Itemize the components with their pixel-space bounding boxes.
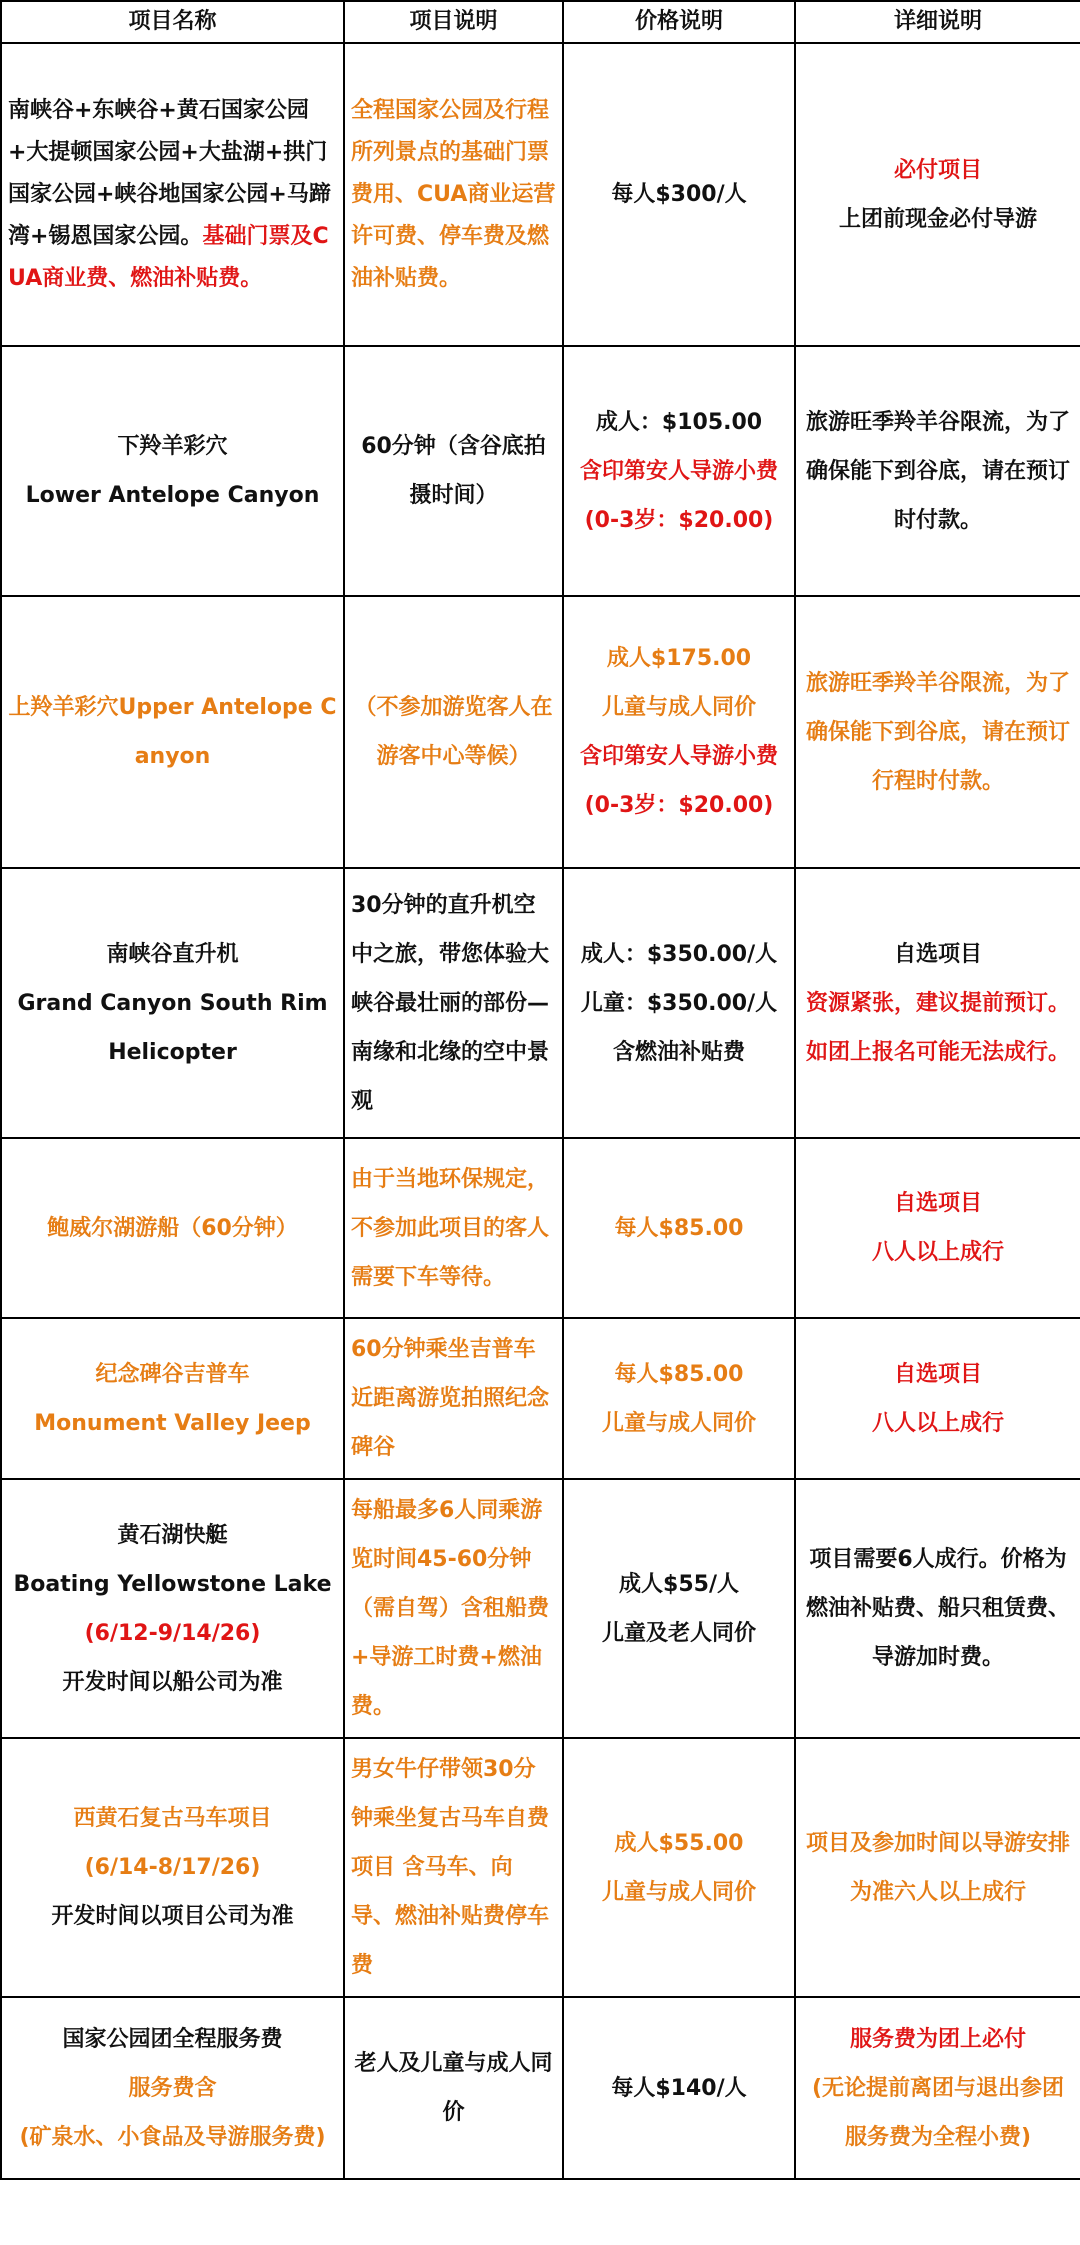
cell-price bbox=[563, 346, 795, 596]
cell-text: 每船最多6人同乘游览时间45-60分钟（需自驾）含租船费+导游工时费+燃油费。 bbox=[351, 1498, 550, 1719]
cell-price bbox=[563, 596, 795, 868]
cell-text: 成人：$105.00 bbox=[595, 409, 763, 435]
cell-text: 下羚羊彩穴 bbox=[117, 434, 228, 459]
header-row bbox=[1, 1, 1080, 43]
cell-text: 自选项目 bbox=[893, 1361, 982, 1387]
cell-text: 含印第安人导游小费 bbox=[579, 458, 778, 484]
cell-item-description bbox=[344, 346, 563, 596]
cell-details bbox=[795, 1997, 1080, 2179]
cell-text: 开发时间以项目公司为准 bbox=[51, 1904, 294, 1929]
cell-text: 老人及儿童与成人同价 bbox=[354, 2051, 553, 2125]
cell-text: 每人$85.00 bbox=[614, 1361, 744, 1387]
cell-text: 上羚羊彩穴Upper Antelope Canyon bbox=[8, 695, 337, 769]
cell-text: 旅游旺季羚羊谷限流，为了确保能下到谷底，请在预订时付款。 bbox=[805, 409, 1070, 533]
header-item-name: 项目名称 bbox=[1, 1, 344, 43]
cell-text: 儿童及老人同价 bbox=[601, 1620, 756, 1646]
cell-details bbox=[795, 1479, 1080, 1738]
cell-text: 项目及参加时间以导游安排为准六人以上成行 bbox=[805, 1830, 1070, 1905]
cell-text: 上团前现金必付导游 bbox=[838, 206, 1037, 232]
cell-text: 儿童与成人同价 bbox=[601, 1410, 756, 1436]
cell-text: 60分钟（含谷底拍摄时间） bbox=[361, 434, 546, 508]
cell-item-description bbox=[344, 1318, 563, 1479]
cell-text: 开发时间以船公司为准 bbox=[62, 1669, 283, 1695]
cell-text: 服务费含 bbox=[128, 2075, 217, 2101]
cell-price bbox=[563, 1738, 795, 1997]
cell-details bbox=[795, 1738, 1080, 1997]
cell-text: 儿童与成人同价 bbox=[601, 695, 756, 720]
cell-item-description bbox=[344, 1138, 563, 1318]
cell-text: 西黄石复古马车项目 bbox=[73, 1806, 272, 1831]
cell-text: 每人$85.00 bbox=[614, 1215, 744, 1241]
cell-text: 黄石湖快艇 bbox=[117, 1522, 228, 1548]
cell-text: Grand Canyon South Rim Helicopter bbox=[17, 990, 328, 1065]
cell-item-description bbox=[344, 1738, 563, 1997]
cell-text: (6/12-9/14/26) bbox=[84, 1620, 261, 1646]
cell-text: 基础门票及CUA商业费、燃油补贴费。 bbox=[8, 223, 329, 291]
table-row bbox=[1, 868, 1080, 1138]
cell-text: 自选项目 bbox=[893, 1191, 982, 1216]
cell-details bbox=[795, 346, 1080, 596]
cell-item-name bbox=[1, 1138, 344, 1318]
cell-details bbox=[795, 43, 1080, 346]
cell-text: Lower Antelope Canyon bbox=[25, 483, 320, 508]
cell-text: 每人$300/人 bbox=[611, 182, 747, 207]
cell-text: 儿童与成人同价 bbox=[601, 1879, 756, 1905]
cell-item-description bbox=[344, 1479, 563, 1738]
cell-details bbox=[795, 1318, 1080, 1479]
cell-item-name bbox=[1, 43, 344, 346]
cell-text: （不参加游览客人在游客中心等候） bbox=[354, 695, 553, 769]
cell-text: 八人以上成行 bbox=[871, 1240, 1004, 1265]
cell-price bbox=[563, 868, 795, 1138]
cell-text: (矿泉水、小食品及导游服务费) bbox=[19, 2124, 326, 2150]
cell-item-name bbox=[1, 868, 344, 1138]
cell-text: 全程国家公园及行程所列景点的基础门票费用、CUA商业运营许可费、停车费及燃油补贴费。 bbox=[351, 97, 556, 291]
cell-item-description bbox=[344, 868, 563, 1138]
cell-item-description bbox=[344, 596, 563, 868]
cell-details bbox=[795, 868, 1080, 1138]
cell-text: 每人$140/人 bbox=[611, 2075, 747, 2101]
table-row bbox=[1, 1318, 1080, 1479]
table-row bbox=[1, 596, 1080, 868]
cell-text: (无论提前离团与退出参团服务费为全程小费) bbox=[811, 2075, 1065, 2150]
cell-text: 成人：$350.00/人 bbox=[580, 941, 778, 967]
cell-text: 必付项目 bbox=[893, 157, 982, 183]
cell-item-name bbox=[1, 1738, 344, 1997]
header-item-description: 项目说明 bbox=[344, 1, 563, 43]
cell-item-name bbox=[1, 1318, 344, 1479]
cell-item-name bbox=[1, 596, 344, 868]
cell-text: 成人$175.00 bbox=[606, 646, 752, 671]
cell-text: 含燃油补贴费 bbox=[612, 1039, 745, 1065]
cell-text: 国家公园团全程服务费 bbox=[62, 2026, 283, 2052]
table-row bbox=[1, 1138, 1080, 1318]
cell-text: (0-3岁：$20.00) bbox=[584, 507, 774, 533]
table-row bbox=[1, 1479, 1080, 1738]
cell-price bbox=[563, 1997, 795, 2179]
cell-item-name bbox=[1, 1997, 344, 2179]
cell-text: 纪念碑谷吉普车 bbox=[95, 1361, 250, 1387]
cell-text: Monument Valley Jeep bbox=[34, 1410, 311, 1436]
cell-text: 旅游旺季羚羊谷限流，为了确保能下到谷底，请在预订行程时付款。 bbox=[805, 670, 1070, 794]
cell-details bbox=[795, 596, 1080, 868]
cell-text: Boating Yellowstone Lake bbox=[13, 1571, 332, 1597]
cell-item-name bbox=[1, 346, 344, 596]
cell-item-name bbox=[1, 1479, 344, 1738]
table-row bbox=[1, 43, 1080, 346]
cell-text: 60分钟乘坐吉普车近距离游览拍照纪念碑谷 bbox=[351, 1337, 550, 1460]
table-row bbox=[1, 346, 1080, 596]
cell-text: (6/14-8/17/26) bbox=[84, 1855, 261, 1880]
cell-price bbox=[563, 1138, 795, 1318]
header-details: 详细说明 bbox=[795, 1, 1080, 43]
cell-details bbox=[795, 1138, 1080, 1318]
cell-text: 男女牛仔带领30分钟乘坐复古马车自费项目 含马车、向导、燃油补贴费停车费 bbox=[351, 1757, 550, 1978]
header-price: 价格说明 bbox=[563, 1, 795, 43]
cell-text: 资源紧张，建议提前预订。 如团上报名可能无法成行。 bbox=[805, 990, 1070, 1065]
cell-text: 南峡谷+东峡谷+黄石国家公园+大提顿国家公园+大盐湖+拱门国家公园+峡谷地国家公园+马蹄湾+锡恩国家公园。 bbox=[8, 97, 331, 249]
cell-text: 成人$55.00 bbox=[614, 1830, 744, 1856]
cell-text: 儿童：$350.00/人 bbox=[580, 990, 778, 1016]
cell-text: 成人$55/人 bbox=[619, 1571, 739, 1597]
cell-text: 八人以上成行 bbox=[871, 1410, 1004, 1436]
cell-price bbox=[563, 43, 795, 346]
cell-text: (0-3岁：$20.00) bbox=[584, 793, 774, 818]
cell-item-description bbox=[344, 1997, 563, 2179]
cell-text: 30分钟的直升机空中之旅，带您体验大峡谷最壮丽的部份— 南缘和北缘的空中景观 bbox=[351, 892, 550, 1114]
cell-text: 自选项目 bbox=[893, 941, 982, 967]
cell-text: 南峡谷直升机 bbox=[106, 941, 239, 967]
cell-price bbox=[563, 1479, 795, 1738]
cell-item-description bbox=[344, 43, 563, 346]
table-row bbox=[1, 1997, 1080, 2179]
cell-text: 含印第安人导游小费 bbox=[579, 744, 778, 769]
table-row bbox=[1, 1738, 1080, 1997]
cell-text: 项目需要6人成行。价格为燃油补贴费、船只租赁费、导游加时费。 bbox=[805, 1547, 1070, 1670]
cell-text: 服务费为团上必付 bbox=[849, 2026, 1026, 2052]
cell-text: 鲍威尔湖游船（60分钟） bbox=[47, 1215, 298, 1241]
cell-price bbox=[563, 1318, 795, 1479]
cell-text: 由于当地环保规定，不参加此项目的客人需要下车等待。 bbox=[351, 1166, 550, 1290]
